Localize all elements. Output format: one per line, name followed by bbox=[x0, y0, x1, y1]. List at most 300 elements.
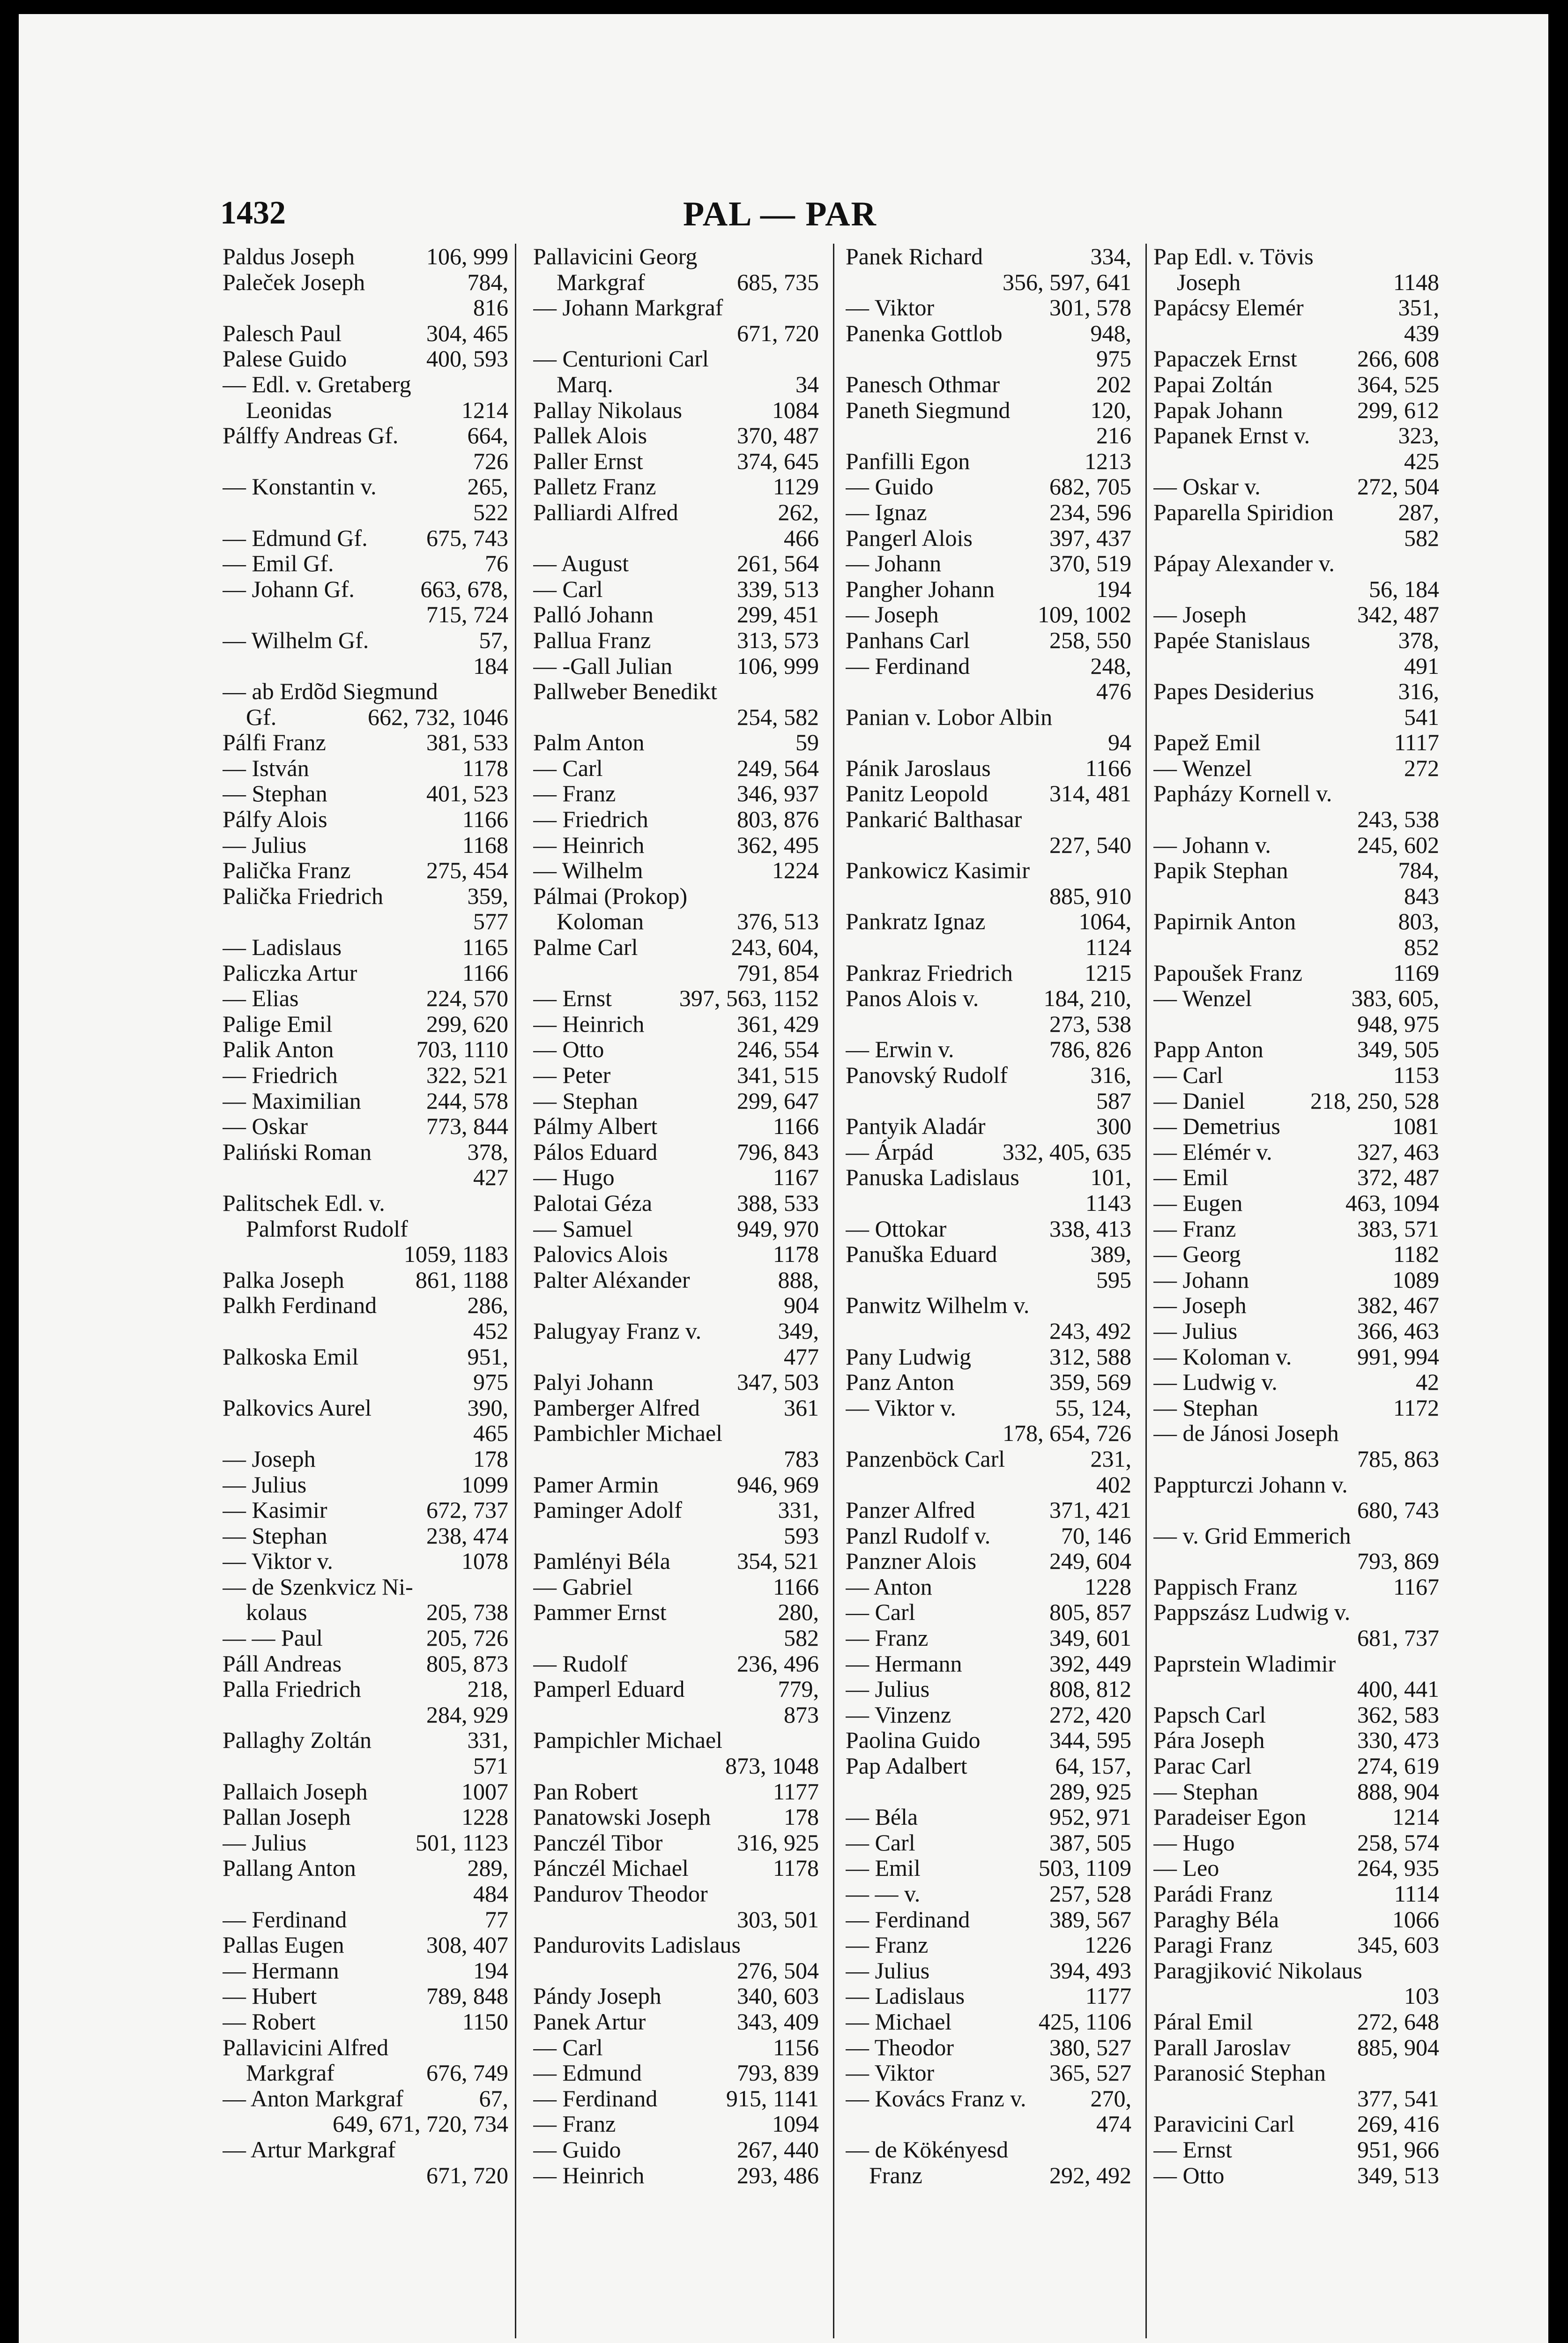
index-entry bbox=[1153, 627, 1439, 679]
entry-pages: 262, bbox=[778, 499, 819, 525]
index-entry bbox=[223, 1625, 508, 1651]
index-entry bbox=[846, 602, 1131, 627]
entry-pages: 394, 493 bbox=[1049, 1957, 1131, 1984]
entry-name: — Anton bbox=[846, 1573, 932, 1600]
entry-pages: 275, 454 bbox=[426, 857, 508, 884]
index-entry bbox=[533, 1779, 819, 1805]
entry-pages: 308, 407 bbox=[426, 1932, 508, 1958]
index-entry bbox=[1153, 2137, 1439, 2163]
entry-name: Pany Ludwig bbox=[846, 1343, 972, 1370]
index-entry bbox=[1153, 1753, 1439, 1779]
entry-pages: 231, bbox=[1090, 1445, 1131, 1472]
index-entry bbox=[846, 653, 1131, 704]
entry-name: — István bbox=[223, 754, 309, 781]
index-entry bbox=[846, 1497, 1131, 1523]
entry-name: Pap Adalbert bbox=[846, 1753, 967, 1779]
index-entry bbox=[223, 1062, 508, 1088]
entry-pages: 205, 738 bbox=[426, 1599, 508, 1626]
entry-pages: 784, bbox=[1398, 857, 1439, 884]
index-entry bbox=[1153, 1855, 1439, 1881]
index-entry bbox=[1153, 1958, 1439, 2009]
index-entry bbox=[223, 1651, 508, 1677]
index-entry bbox=[846, 244, 1131, 295]
index-entry bbox=[533, 1420, 819, 1471]
entry-pages-continued: 276, 504 bbox=[737, 1957, 819, 1984]
entry-pages: 703, 1110 bbox=[416, 1036, 508, 1063]
entry-pages: 946, 969 bbox=[737, 1471, 819, 1498]
index-entry bbox=[223, 1088, 508, 1114]
entry-pages: 257, 528 bbox=[1049, 1880, 1131, 1907]
entry-name: Pallweber Benedikt bbox=[533, 678, 717, 705]
index-entry bbox=[1153, 1318, 1439, 1344]
entry-pages: 805, 857 bbox=[1049, 1599, 1131, 1626]
index-entry bbox=[1153, 730, 1439, 755]
index-entry bbox=[1153, 679, 1439, 730]
entry-name: Pallaghy Zoltán bbox=[223, 1727, 372, 1754]
entry-pages-continued: 783 bbox=[784, 1445, 819, 1472]
index-entry bbox=[533, 1932, 819, 1983]
index-entry bbox=[223, 321, 508, 346]
entry-name: — Carl bbox=[533, 754, 603, 781]
entry-pages: 501, 1123 bbox=[415, 1829, 508, 1856]
entry-pages: 676, 749 bbox=[426, 2059, 508, 2086]
entry-pages-continued: 671, 720 bbox=[426, 2162, 508, 2188]
entry-pages: 796, 843 bbox=[737, 1138, 819, 1165]
index-entry bbox=[223, 244, 508, 269]
entry-pages-continued: 243, 492 bbox=[1049, 1317, 1131, 1344]
entry-pages: 401, 523 bbox=[426, 780, 508, 807]
entry-pages-continued: 94 bbox=[1108, 729, 1131, 756]
entry-name: Palesch Paul bbox=[223, 320, 342, 346]
entry-pages: 392, 449 bbox=[1049, 1650, 1131, 1677]
index-entry bbox=[533, 1369, 819, 1395]
entry-name: Pánczél Michael bbox=[533, 1855, 689, 1881]
entry-name: Panuška Eduard bbox=[846, 1241, 997, 1268]
index-entry bbox=[846, 2035, 1131, 2060]
entry-name: — Emil Gf. bbox=[223, 550, 334, 577]
entry-pages: 888, bbox=[778, 1266, 819, 1293]
index-entry bbox=[846, 1651, 1131, 1677]
index-entry bbox=[223, 883, 508, 934]
index-entry bbox=[223, 2035, 508, 2086]
entry-pages-continued: 793, 869 bbox=[1357, 1548, 1439, 1574]
entry-name: — Stephan bbox=[223, 780, 327, 807]
entry-name: — ab Erdõd Siegmund bbox=[223, 678, 438, 705]
entry-pages-continued: 400, 441 bbox=[1357, 1676, 1439, 1702]
entry-name: Koloman bbox=[533, 908, 644, 935]
entry-name: — Stephan bbox=[223, 1522, 327, 1549]
entry-pages: 266, 608 bbox=[1357, 345, 1439, 372]
index-entry bbox=[846, 1727, 1131, 1753]
index-entry bbox=[533, 2163, 819, 2188]
entry-name: — August bbox=[533, 550, 629, 577]
entry-name: Pálfi Franz bbox=[223, 729, 326, 756]
entry-name: Papácsy Elemér bbox=[1153, 294, 1304, 321]
entry-pages: 1228 bbox=[461, 1804, 508, 1830]
entry-pages-continued: 649, 671, 720, 734 bbox=[333, 2111, 508, 2137]
index-entry bbox=[533, 679, 819, 730]
index-entry bbox=[533, 1855, 819, 1881]
index-entry bbox=[533, 781, 819, 806]
index-entry bbox=[533, 295, 819, 346]
entry-pages: 425, 1106 bbox=[1038, 2008, 1131, 2035]
index-entry bbox=[223, 1983, 508, 2009]
entry-name: — Franz bbox=[533, 780, 616, 807]
entry-name: Palik Anton bbox=[223, 1036, 334, 1063]
index-entry bbox=[846, 1216, 1131, 1242]
entry-name: — Viktor v. bbox=[846, 1394, 956, 1421]
entry-pages: 952, 971 bbox=[1049, 1804, 1131, 1830]
index-entry bbox=[846, 2009, 1131, 2035]
entry-name: Palovics Alois bbox=[533, 1241, 668, 1268]
index-entry bbox=[223, 1395, 508, 1446]
index-entry bbox=[223, 1139, 508, 1190]
entry-name: Parall Jaroslav bbox=[1153, 2034, 1291, 2060]
entry-pages: 267, 440 bbox=[737, 2136, 819, 2163]
entry-name: Joseph bbox=[1153, 269, 1241, 295]
entry-pages: 805, 873 bbox=[426, 1650, 508, 1677]
index-entry bbox=[846, 1958, 1131, 1984]
index-entry bbox=[846, 1523, 1131, 1549]
entry-name: Palló Johann bbox=[533, 601, 654, 628]
entry-pages: 664, bbox=[467, 422, 508, 449]
index-entry bbox=[533, 2111, 819, 2137]
index-entry bbox=[1153, 2163, 1439, 2188]
entry-name: Páral Emil bbox=[1153, 2008, 1253, 2035]
entry-name: — Wenzel bbox=[1153, 985, 1252, 1012]
entry-name: Palkovics Aurel bbox=[223, 1394, 372, 1421]
index-entry bbox=[223, 1804, 508, 1830]
entry-name: — Viktor bbox=[846, 294, 935, 321]
index-entry bbox=[223, 832, 508, 858]
index-entry bbox=[846, 474, 1131, 500]
entry-pages: 378, bbox=[467, 1138, 508, 1165]
entry-name: — Robert bbox=[223, 2008, 316, 2035]
index-entry bbox=[533, 1139, 819, 1165]
index-entry bbox=[533, 1190, 819, 1216]
index-entry bbox=[846, 1855, 1131, 1881]
entry-pages-continued: 582 bbox=[784, 1625, 819, 1651]
page-header bbox=[220, 194, 1340, 237]
entry-name: — Heinrich bbox=[533, 831, 645, 858]
index-entry bbox=[533, 1164, 819, 1190]
index-entry bbox=[846, 1344, 1131, 1370]
entry-pages-continued: 681, 737 bbox=[1357, 1625, 1439, 1651]
entry-name: Paranosić Stephan bbox=[1153, 2059, 1326, 2086]
index-entry bbox=[223, 1190, 508, 1267]
entry-pages-continued: 56, 184 bbox=[1369, 575, 1439, 602]
index-entry bbox=[223, 2009, 508, 2035]
entry-name: Paparella Spiridion bbox=[1153, 499, 1334, 525]
entry-pages: 861, 1188 bbox=[415, 1266, 508, 1293]
index-entry bbox=[846, 1446, 1131, 1497]
entry-name: Palige Emil bbox=[223, 1010, 333, 1037]
entry-name: — -Gall Julian bbox=[533, 652, 673, 679]
entry-pages-continued: 715, 724 bbox=[426, 601, 508, 628]
entry-name: — Johann Markgraf bbox=[533, 294, 723, 321]
entry-pages: 1172 bbox=[1393, 1394, 1439, 1421]
entry-name: Paldus Joseph bbox=[223, 244, 355, 269]
entry-pages-continued: 402 bbox=[1096, 1471, 1131, 1498]
index-entry bbox=[533, 244, 819, 295]
entry-name: — Kasimir bbox=[223, 1497, 327, 1523]
entry-pages-continued: 476 bbox=[1096, 678, 1131, 705]
entry-pages: 786, 826 bbox=[1049, 1036, 1131, 1063]
entry-name: — de Kökényesd bbox=[846, 2136, 1009, 2163]
entry-pages: 359, 569 bbox=[1049, 1369, 1131, 1395]
entry-pages: 346, 937 bbox=[737, 780, 819, 807]
entry-pages: 1228 bbox=[1085, 1573, 1131, 1600]
entry-pages: 376, 513 bbox=[737, 908, 819, 935]
entry-name: Pallan Joseph bbox=[223, 1804, 351, 1830]
entry-name: — Julius bbox=[1153, 1317, 1238, 1344]
index-entry bbox=[1153, 858, 1439, 909]
entry-name: — Stephan bbox=[1153, 1778, 1258, 1805]
entry-pages-continued: 377, 541 bbox=[1357, 2085, 1439, 2112]
entry-name: Paraghy Béla bbox=[1153, 1906, 1279, 1933]
index-entry bbox=[846, 2086, 1131, 2137]
index-entry bbox=[533, 1011, 819, 1037]
entry-pages: 1078 bbox=[461, 1548, 508, 1574]
entry-pages: 1226 bbox=[1085, 1932, 1131, 1958]
entry-pages: 344, 595 bbox=[1049, 1727, 1131, 1754]
entry-pages: 1084 bbox=[772, 396, 819, 423]
entry-pages: 286, bbox=[467, 1292, 508, 1319]
entry-pages-continued: 452 bbox=[473, 1317, 508, 1344]
entry-name: Paliński Roman bbox=[223, 1138, 372, 1165]
entry-pages: 323, bbox=[1398, 422, 1439, 449]
index-entry bbox=[223, 781, 508, 806]
entry-pages: 378, bbox=[1398, 627, 1439, 653]
index-column-4 bbox=[1153, 244, 1439, 2343]
entry-pages: 316, 925 bbox=[737, 1829, 819, 1856]
entry-pages: 991, 994 bbox=[1357, 1343, 1439, 1370]
entry-name: Pambichler Michael bbox=[533, 1420, 723, 1447]
entry-name: — Joseph bbox=[223, 1445, 316, 1472]
entry-pages-continued: 843 bbox=[1404, 882, 1439, 909]
entry-name: Pallavicini Alfred bbox=[223, 2034, 389, 2060]
entry-pages-continued: 178, 654, 726 bbox=[1003, 1420, 1131, 1447]
index-entry bbox=[1153, 372, 1439, 397]
entry-pages-continued: 103 bbox=[1404, 1983, 1439, 2009]
index-entry bbox=[223, 1958, 508, 1984]
entry-pages: 1166 bbox=[462, 806, 508, 833]
entry-name: Palm Anton bbox=[533, 729, 645, 756]
entry-name: Paragjiković Nikolaus bbox=[1153, 1957, 1362, 1984]
index-entry bbox=[223, 346, 508, 372]
entry-name: Palička Franz bbox=[223, 857, 351, 884]
index-entry bbox=[846, 1574, 1131, 1600]
entry-name: — Carl bbox=[846, 1599, 915, 1626]
index-entry bbox=[223, 806, 508, 832]
index-entry bbox=[1153, 1599, 1439, 1650]
entry-pages: 1094 bbox=[772, 2111, 819, 2137]
entry-pages: 287, bbox=[1398, 499, 1439, 525]
index-entry bbox=[846, 1881, 1131, 1907]
entry-pages-continued: 474 bbox=[1096, 2111, 1131, 2137]
entry-name: Leonidas bbox=[223, 396, 332, 423]
index-entry bbox=[223, 1037, 508, 1062]
index-entry bbox=[846, 1292, 1131, 1343]
entry-pages: 366, 463 bbox=[1357, 1317, 1439, 1344]
entry-pages: 224, 570 bbox=[426, 985, 508, 1012]
entry-pages: 245, 602 bbox=[1357, 831, 1439, 858]
entry-pages-continued: 184 bbox=[473, 652, 508, 679]
index-entry bbox=[846, 1702, 1131, 1728]
index-entry bbox=[846, 704, 1131, 755]
entry-name: — Joseph bbox=[1153, 601, 1247, 628]
entry-pages-continued: 1143 bbox=[1085, 1189, 1131, 1216]
entry-name: — v. Grid Emmerich bbox=[1153, 1522, 1351, 1549]
entry-pages: 1129 bbox=[773, 473, 819, 500]
index-entry bbox=[533, 576, 819, 602]
entry-pages: 1148 bbox=[1393, 269, 1439, 295]
entry-name: Palter Aléxander bbox=[533, 1266, 690, 1293]
entry-name: — Kovács Franz v. bbox=[846, 2085, 1026, 2112]
index-entry bbox=[846, 1548, 1131, 1574]
entry-pages: 1099 bbox=[461, 1471, 508, 1498]
entry-pages: 258, 550 bbox=[1049, 627, 1131, 653]
entry-pages: 342, 487 bbox=[1357, 601, 1439, 628]
index-entry bbox=[1153, 2009, 1439, 2035]
entry-name: Pallavicini Georg bbox=[533, 244, 698, 269]
index-entry bbox=[846, 1804, 1131, 1830]
entry-name: Panfilli Egon bbox=[846, 448, 970, 474]
index-entry bbox=[533, 653, 819, 679]
entry-name: — Centurioni Carl bbox=[533, 345, 709, 372]
entry-pages: 327, 463 bbox=[1357, 1138, 1439, 1165]
entry-pages: 55, 124, bbox=[1055, 1394, 1131, 1421]
entry-pages: 248, bbox=[1090, 652, 1131, 679]
entry-pages: 383, 571 bbox=[1357, 1215, 1439, 1242]
entry-pages: 365, 527 bbox=[1049, 2059, 1131, 2086]
entry-pages: 64, 157, bbox=[1055, 1753, 1131, 1779]
index-entry bbox=[223, 1446, 508, 1472]
entry-name: — Samuel bbox=[533, 1215, 633, 1242]
entry-pages: 299, 612 bbox=[1357, 396, 1439, 423]
entry-pages: 675, 743 bbox=[426, 524, 508, 551]
entry-pages-continued: 680, 743 bbox=[1357, 1497, 1439, 1523]
entry-pages: 1224 bbox=[772, 857, 819, 884]
entry-pages: 672, 737 bbox=[426, 1497, 508, 1523]
index-entry bbox=[533, 1676, 819, 1727]
entry-name: Pallek Alois bbox=[533, 422, 647, 449]
entry-name: Paprstein Wladimir bbox=[1153, 1650, 1336, 1677]
column-divider bbox=[833, 244, 834, 2338]
entry-pages-continued: 439 bbox=[1404, 320, 1439, 346]
index-entry bbox=[846, 1676, 1131, 1702]
entry-name: Markgraf bbox=[223, 2059, 334, 2086]
entry-name: — Árpád bbox=[846, 1138, 934, 1165]
index-entry bbox=[223, 960, 508, 986]
entry-pages: 238, 474 bbox=[426, 1522, 508, 1549]
index-entry bbox=[1153, 1804, 1439, 1830]
entry-pages: 370, 487 bbox=[737, 422, 819, 449]
index-entry bbox=[846, 1164, 1131, 1216]
entry-name: — Theodor bbox=[846, 2034, 954, 2060]
index-entry bbox=[533, 1472, 819, 1498]
entry-name: Pan Robert bbox=[533, 1778, 638, 1805]
index-entry bbox=[223, 1907, 508, 1933]
entry-name: — Johann v. bbox=[1153, 831, 1271, 858]
index-entry bbox=[846, 448, 1131, 474]
entry-name: Palkh Ferdinand bbox=[223, 1292, 377, 1319]
entry-pages: 1178 bbox=[773, 1855, 819, 1881]
index-entry bbox=[846, 1395, 1131, 1446]
entry-pages: 194 bbox=[473, 1957, 508, 1984]
entry-pages: 299, 620 bbox=[426, 1010, 508, 1037]
entry-name: — Demetrius bbox=[1153, 1113, 1280, 1140]
index-entry bbox=[1153, 397, 1439, 423]
entry-pages: 361, 429 bbox=[737, 1010, 819, 1037]
entry-name: — de Szenkvicz Ni- bbox=[223, 1573, 413, 1600]
entry-pages-continued: 466 bbox=[784, 524, 819, 551]
index-entry bbox=[223, 2086, 508, 2137]
entry-pages-continued: 484 bbox=[473, 1880, 508, 1907]
entry-pages: 316, bbox=[1090, 1062, 1131, 1088]
entry-pages: 218, 250, 528 bbox=[1310, 1087, 1439, 1114]
entry-name: — Johann bbox=[846, 550, 942, 577]
entry-name: — Ferdinand bbox=[533, 2085, 658, 2112]
entry-pages: 773, 844 bbox=[426, 1113, 508, 1140]
entry-name: Palitschek Edl. v. bbox=[223, 1189, 385, 1216]
entry-name: Panian v. Lobor Albin bbox=[846, 703, 1053, 730]
entry-pages: 322, 521 bbox=[426, 1062, 508, 1088]
column-divider bbox=[515, 244, 516, 2338]
index-entry bbox=[533, 2086, 819, 2112]
entry-pages: 1213 bbox=[1085, 448, 1131, 474]
index-entry bbox=[846, 2137, 1131, 2188]
index-entry bbox=[1153, 423, 1439, 474]
index-entry bbox=[846, 372, 1131, 397]
index-entry bbox=[223, 474, 508, 525]
entry-pages-continued: 465 bbox=[473, 1420, 508, 1447]
entry-pages: 915, 1141 bbox=[726, 2085, 819, 2112]
running-title: PAL — PAR bbox=[683, 195, 877, 233]
entry-name: — Gabriel bbox=[533, 1573, 633, 1600]
entry-name: Panczél Tibor bbox=[533, 1829, 663, 1856]
index-entry bbox=[533, 448, 819, 474]
entry-pages: 1166 bbox=[773, 1113, 819, 1140]
entry-pages-continued: 216 bbox=[1096, 422, 1131, 449]
entry-name: — Hugo bbox=[533, 1164, 615, 1191]
index-entry bbox=[223, 1574, 508, 1625]
entry-pages: 272, 420 bbox=[1049, 1701, 1131, 1728]
entry-name: Pálfy Alois bbox=[223, 806, 327, 833]
index-entry bbox=[533, 832, 819, 858]
entry-pages: 400, 593 bbox=[426, 345, 508, 372]
entry-name: Papée Stanislaus bbox=[1153, 627, 1310, 653]
entry-name: Pallay Nikolaus bbox=[533, 396, 683, 423]
entry-pages: 1089 bbox=[1392, 1266, 1439, 1293]
entry-pages-continued: 273, 538 bbox=[1049, 1010, 1131, 1037]
entry-pages: 194 bbox=[1096, 575, 1131, 602]
index-entry bbox=[1153, 602, 1439, 627]
entry-name: — Ottokar bbox=[846, 1215, 947, 1242]
index-entry bbox=[533, 1599, 819, 1650]
entry-pages: 292, 492 bbox=[1049, 2162, 1131, 2188]
entry-name: — Hugo bbox=[1153, 1829, 1235, 1856]
index-entry bbox=[846, 576, 1131, 602]
entry-name: — Johann Gf. bbox=[223, 575, 355, 602]
entry-pages: 374, 645 bbox=[737, 448, 819, 474]
entry-name: Pantyik Aladár bbox=[846, 1113, 986, 1140]
entry-pages-continued: 577 bbox=[473, 908, 508, 935]
entry-name: Pálffy Andreas Gf. bbox=[223, 422, 399, 449]
entry-name: Pappturczi Johann v. bbox=[1153, 1471, 1348, 1498]
index-entry bbox=[846, 1907, 1131, 1933]
entry-name: — Béla bbox=[846, 1804, 918, 1830]
